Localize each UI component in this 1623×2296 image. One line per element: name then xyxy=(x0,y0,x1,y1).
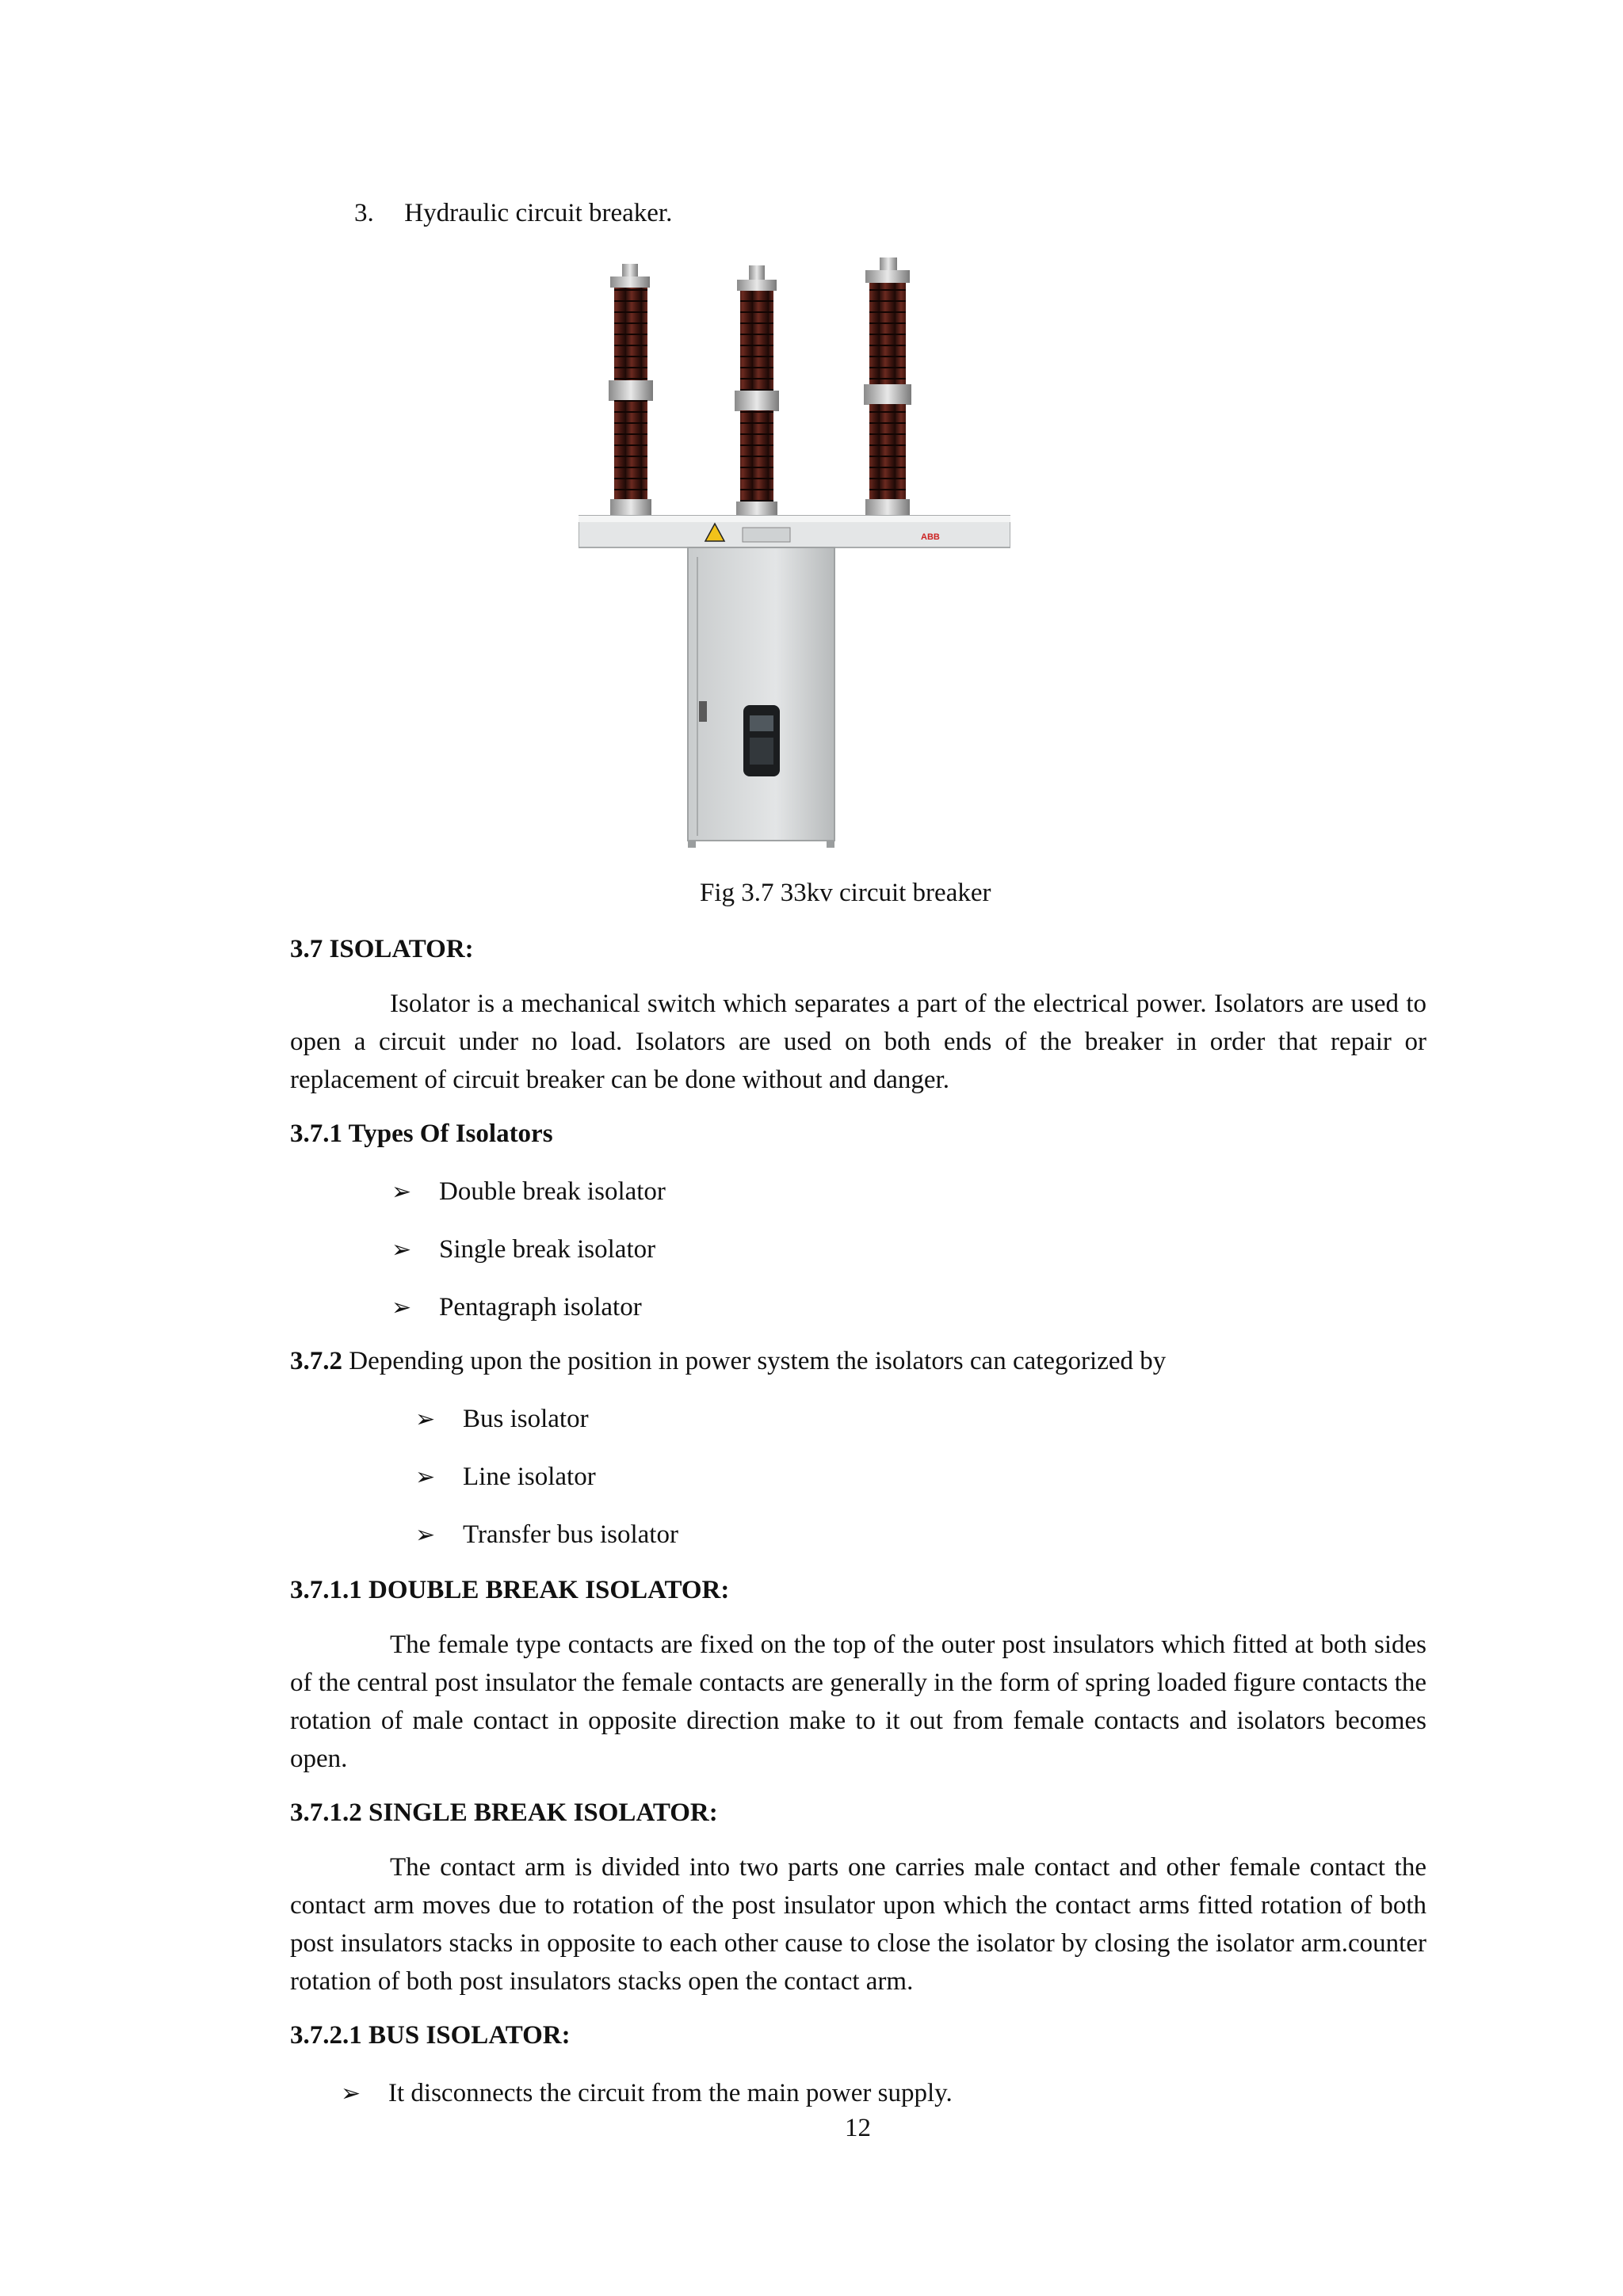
arrow-bullet-icon: ➢ xyxy=(415,1521,436,1549)
insulator-left xyxy=(609,264,653,515)
list-number: 3. xyxy=(354,199,374,227)
arrow-bullet-icon: ➢ xyxy=(415,1463,436,1491)
list-item: ➢ Transfer bus isolator xyxy=(415,1516,678,1554)
arrow-bullet-icon: ➢ xyxy=(415,1405,436,1433)
paragraph-isolator-text: Isolator is a mechanical switch which separates a part of the electrical power. Isolators are used to open a circuit under no load. Isolators are used on both ends of the breaker in order that repair or replacement of circuit breaker can be done without and danger. xyxy=(290,990,1426,1094)
figure-caption: Fig 3.7 33kv circuit breaker xyxy=(700,879,991,907)
paragraph-single-break xyxy=(290,1848,1426,2000)
arrow-bullet-icon: ➢ xyxy=(391,1178,412,1206)
heading-bus-isolator: 3.7.2.1 BUS ISOLATOR: xyxy=(290,2021,571,2050)
list-item: ➢ Line isolator xyxy=(415,1458,596,1497)
plate-label: ABB xyxy=(921,532,940,542)
insulator-right xyxy=(864,257,911,515)
list-item: ➢ Single break isolator xyxy=(391,1230,655,1269)
circuit-breaker-figure xyxy=(579,257,1010,848)
list-item: ➢ Pentagraph isolator xyxy=(391,1288,642,1327)
section-text: Depending upon the position in power system the isolators can categorized by xyxy=(342,1347,1167,1375)
arrow-bullet-icon: ➢ xyxy=(341,2080,361,2107)
arrow-bullet-icon: ➢ xyxy=(391,1294,412,1322)
paragraph-isolator xyxy=(290,985,1426,1099)
paragraph-position xyxy=(290,1342,1166,1380)
paragraph-double-break-text: The female type contacts are fixed on the top of the outer post insulators which fitted at both sides of the central post insulator the female contacts are generally in the form of spring loaded figure contacts the rotation of male contact in opposite direction make to it out from female contacts and isolators becomes open. xyxy=(290,1630,1426,1773)
heading-single-break: 3.7.1.2 SINGLE BREAK ISOLATOR: xyxy=(290,1798,718,1827)
control-cabinet xyxy=(688,547,834,841)
list-item-hydraulic xyxy=(354,194,672,232)
list-item: ➢ It disconnects the circuit from the main power supply. xyxy=(341,2074,953,2113)
paragraph-single-break-text: The contact arm is divided into two parts one carries male contact and other female contact the contact arm moves due to rotation of the post insulator upon which the contact arms fitted rotation of both post insulators stacks in opposite to each other cause to close the isolator by closing the isolator arm.counter rotation of both post insulators stacks open the contact arm. xyxy=(290,1853,1426,1996)
heading-double-break: 3.7.1.1 DOUBLE BREAK ISOLATOR: xyxy=(290,1576,730,1604)
list-item: ➢ Double break isolator xyxy=(391,1173,666,1211)
page-number: 12 xyxy=(845,2114,871,2142)
paragraph-double-break xyxy=(290,1626,1426,1778)
arrow-bullet-icon: ➢ xyxy=(391,1236,412,1264)
heading-isolator: 3.7 ISOLATOR: xyxy=(290,935,474,963)
heading-types: 3.7.1 Types Of Isolators xyxy=(290,1119,553,1148)
insulator-middle xyxy=(735,265,779,516)
list-item: ➢ Bus isolator xyxy=(415,1400,589,1439)
list-text: Hydraulic circuit breaker. xyxy=(404,199,673,227)
section-number: 3.7.2 xyxy=(290,1347,342,1375)
